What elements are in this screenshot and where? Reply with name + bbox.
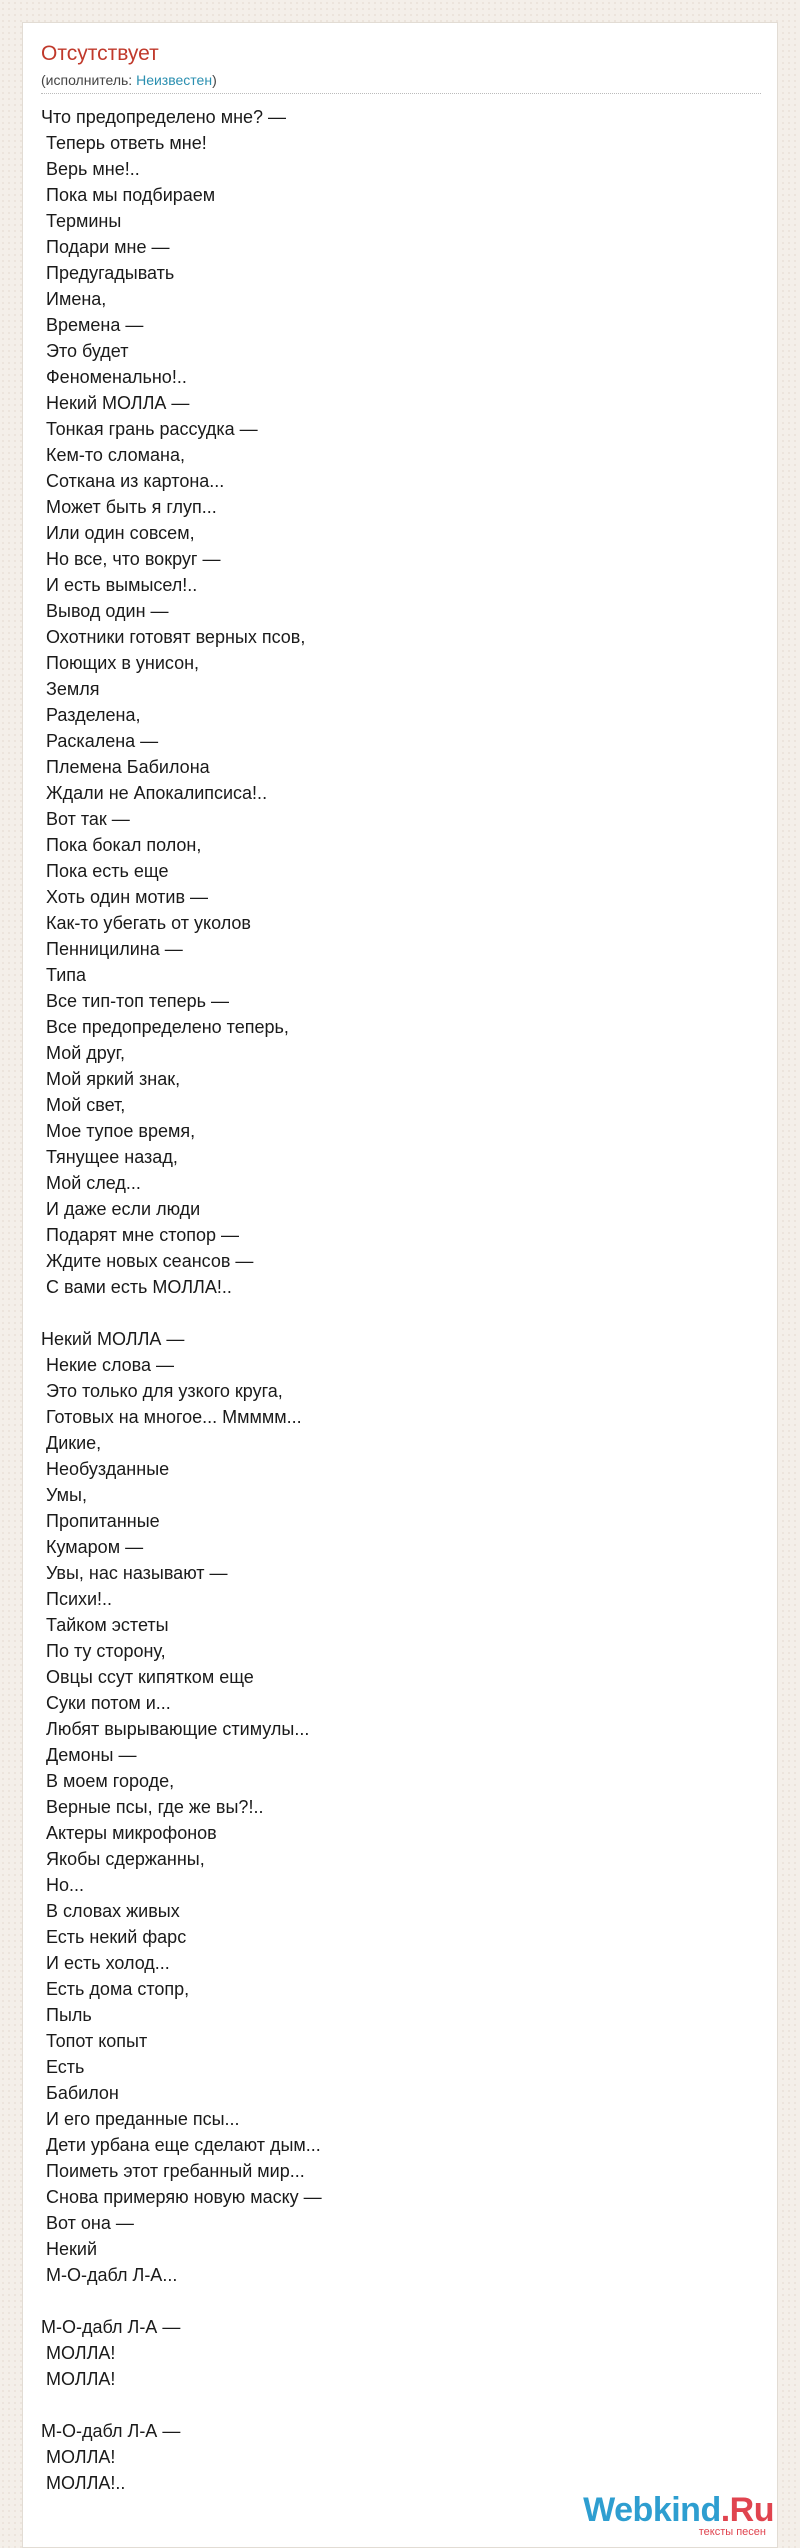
lyric-line: Дикие, [41,1433,102,1453]
lyric-line: МОЛЛА! [41,2343,116,2363]
lyric-line: Снова примеряю новую маску — [41,2187,322,2207]
artist-prefix: (исполнитель: [41,72,137,88]
lyric-line: Умы, [41,1485,87,1505]
lyric-line: Тайком эстеты [41,1615,169,1635]
lyric-line: Поиметь этот гребанный мир... [41,2161,305,2181]
lyric-line: Хоть один мотив — [41,887,209,907]
lyric-line: Раскалена — [41,731,159,751]
lyric-line: Психи!.. [41,1589,113,1609]
lyric-line: Пока бокал полон, [41,835,202,855]
lyric-line: Типа [41,965,87,985]
logo-tld: .Ru [720,2491,774,2529]
lyric-line: МОЛЛА! [41,2369,116,2389]
lyric-line: Мое тупое время, [41,1121,196,1141]
lyric-line: Земля [41,679,100,699]
lyric-line: М-О-дабл Л-А — [41,2317,181,2337]
lyric-line: Все предопределено теперь, [41,1017,289,1037]
lyric-line: Верные псы, где же вы?!.. [41,1797,264,1817]
lyric-line: Но все, что вокруг — [41,549,221,569]
lyric-line: Все тип-топ теперь — [41,991,230,1011]
lyric-line: Мой свет, [41,1095,126,1115]
lyric-line: Соткана из картона... [41,471,225,491]
lyric-line: Племена Бабилона [41,757,210,777]
lyric-line: Есть дома стопр, [41,1979,190,1999]
lyric-line: МОЛЛА! [41,2447,116,2467]
lyric-line: Есть [41,2057,85,2077]
lyric-line: Кумаром — [41,1537,144,1557]
lyric-line: МОЛЛА!.. [41,2473,126,2493]
lyric-line: Феноменально!.. [41,367,187,387]
lyric-line: И есть вымысел!.. [41,575,198,595]
lyric-line: Поющих в унисон, [41,653,200,673]
lyric-line: Вот она — [41,2213,134,2233]
lyric-line: Демоны — [41,1745,137,1765]
lyric-line: Увы, нас называют — [41,1563,228,1583]
lyric-line: В моем городе, [41,1771,175,1791]
song-title: Отсутствует [41,42,159,65]
lyric-line: Верь мне!.. [41,159,140,179]
lyric-line: Пропитанные [41,1511,160,1531]
lyric-line: С вами есть МОЛЛА!.. [41,1277,232,1297]
lyric-line: Но... [41,1875,85,1895]
lyric-line: И даже если люди [41,1199,201,1219]
logo-brand: Webkind [583,2491,721,2529]
lyric-line: Мой яркий знак, [41,1069,181,1089]
title-divider [41,93,761,94]
lyric-line: Пока есть еще [41,861,169,881]
site-logo[interactable] [583,2492,774,2538]
lyric-line: Пока мы подбираем [41,185,216,205]
logo-tagline: тексты песен [698,2526,766,2538]
lyric-line: Пыль [41,2005,92,2025]
lyric-line: Охотники готовят верных псов, [41,627,306,647]
lyric-line: Времена — [41,315,144,335]
lyric-line: Подари мне — [41,237,170,257]
lyric-line: Разделена, [41,705,141,725]
lyric-line: Теперь ответь мне! [41,133,207,153]
lyric-line: Овцы ссут кипятком еще [41,1667,254,1687]
lyric-line: Термины [41,211,122,231]
lyric-line: Или один совсем, [41,523,195,543]
lyric-line: Ждали не Апокалипсиса!.. [41,783,268,803]
lyric-line: Может быть я глуп... [41,497,217,517]
lyric-line: Вот так — [41,809,130,829]
lyric-line: Бабилон [41,2083,119,2103]
lyric-line: Это только для узкого круга, [41,1381,283,1401]
lyric-line: Пенницилина — [41,939,183,959]
lyric-line: Мой друг, [41,1043,125,1063]
lyric-line: И есть холод... [41,1953,170,1973]
lyric-line: Кем-то сломана, [41,445,185,465]
stanza-break [41,2288,761,2314]
lyric-line: И его преданные псы... [41,2109,240,2129]
lyric-line: В словах живых [41,1901,180,1921]
lyric-line: Топот копыт [41,2031,148,2051]
lyrics-text [41,104,761,2496]
stanza-break [41,2392,761,2418]
lyric-line: М-О-дабл Л-А... [41,2265,178,2285]
lyric-line: Якобы сдержанны, [41,1849,205,1869]
lyric-line: Необузданные [41,1459,170,1479]
lyric-line: Дети урбана еще сделают дым... [41,2135,321,2155]
lyric-line: Готовых на многое... Ммммм... [41,1407,302,1427]
lyric-line: Актеры микрофонов [41,1823,217,1843]
lyric-line: Предугадывать [41,263,175,283]
lyric-line: Тянущее назад, [41,1147,178,1167]
lyric-line: Есть некий фарс [41,1927,187,1947]
lyric-line: Вывод один — [41,601,169,621]
lyric-line: Мой след... [41,1173,141,1193]
lyric-line: Ждите новых сеансов — [41,1251,254,1271]
lyric-line: Что предопределено мне? — [41,107,287,127]
lyric-line: Суки потом и... [41,1693,171,1713]
artist-link[interactable]: Неизвестен [136,72,213,88]
lyric-line: М-О-дабл Л-А — [41,2421,181,2441]
stanza-break [41,1300,761,1326]
lyrics-card [22,22,778,2548]
lyric-line: Тонкая грань рассудка — [41,419,258,439]
lyric-line: Некий [41,2239,97,2259]
lyric-line: Подарят мне стопор — [41,1225,240,1245]
lyric-line: Некие слова — [41,1355,175,1375]
artist-suffix: ) [212,72,217,88]
lyric-line: Это будет [41,341,129,361]
artist-line [41,71,217,89]
lyric-line: Некий МОЛЛА — [41,1329,185,1349]
lyric-line: Имена, [41,289,107,309]
lyric-line: Некий МОЛЛА — [41,393,190,413]
lyric-line: По ту сторону, [41,1641,166,1661]
lyric-line: Любят вырывающие стимулы... [41,1719,310,1739]
lyric-line: Как-то убегать от уколов [41,913,251,933]
